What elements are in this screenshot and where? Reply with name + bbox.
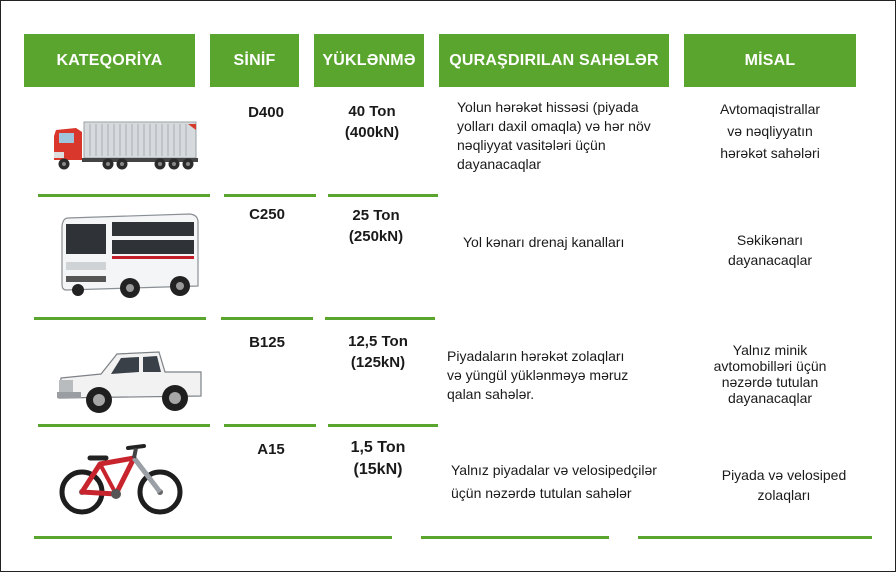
row-divider — [38, 194, 210, 197]
class-c250: C250 — [249, 206, 285, 223]
row-divider — [224, 424, 316, 427]
class-a15: A15 — [257, 441, 285, 458]
text-line: nəzərdə tutulan — [721, 374, 819, 390]
bottom-divider — [421, 536, 609, 539]
text-line: hərəkət sahələri — [720, 145, 820, 161]
text-line: nəqliyyat vasitələri üçün — [457, 137, 606, 153]
text-line: dayanacaqlar — [457, 156, 542, 172]
load-kn: (15kN) — [353, 461, 403, 478]
example-text-row3 — [682, 342, 858, 406]
row-divider — [38, 424, 210, 427]
row-divider — [224, 194, 316, 197]
text-line: Yalnız minik — [732, 342, 808, 358]
truck-image — [50, 118, 200, 174]
row-divider — [328, 194, 438, 197]
header-load: YÜKLƏNMƏ — [314, 34, 424, 87]
load-value: 1,5 Ton — [350, 439, 406, 456]
row-divider — [328, 424, 438, 427]
bottom-divider — [34, 536, 392, 539]
text-line: Piyadaların hərəkət zolaqları — [447, 348, 625, 364]
text-line: dayanacaqlar — [727, 252, 813, 268]
text-line: avtomobilləri üçün — [713, 358, 827, 374]
load-value: 40 Ton — [348, 103, 396, 120]
text-line: Yol kənarı drenaj kanalları — [463, 234, 625, 250]
text-line: Səkikənarı — [736, 232, 804, 248]
row-divider — [325, 317, 435, 320]
text-line: və nəqliyyatın — [727, 123, 813, 139]
row-divider — [221, 317, 313, 320]
bicycle-image — [58, 440, 186, 520]
text-line: Piyada və velosiped — [721, 467, 847, 483]
header-category: KATEQORİYA — [24, 34, 195, 87]
area-text-row2 — [463, 233, 624, 252]
text-line: qalan sahələr. — [447, 386, 535, 402]
load-kn: (400kN) — [344, 124, 400, 141]
text-line: üçün nəzərdə tutulan sahələr — [451, 485, 632, 501]
text-line: zolaqları — [757, 487, 811, 503]
example-text-row4 — [702, 465, 866, 505]
text-line: Yolun hərəkət hissəsi (piyada — [457, 99, 639, 115]
text-line: Avtomaqistrallar — [719, 101, 821, 117]
text-line: və yüngül yüklənməyə məruz — [447, 367, 629, 383]
row-divider — [34, 317, 206, 320]
example-text-row1 — [690, 98, 850, 164]
header-areas: QURAŞDIRILAN SAHƏLƏR — [439, 34, 669, 87]
class-b125: B125 — [249, 334, 285, 351]
load-value: 25 Ton — [352, 207, 400, 224]
bus-image — [58, 210, 202, 302]
load-kn: (250kN) — [348, 228, 404, 245]
area-text-row1 — [457, 98, 651, 174]
text-line: yolları daxil omaqla) və hər növ — [457, 118, 651, 134]
bottom-divider — [638, 536, 872, 539]
text-line: dayanacaqlar — [727, 390, 813, 406]
header-example: MİSAL — [684, 34, 856, 87]
load-25-ton — [321, 205, 431, 247]
area-text-row3 — [447, 347, 628, 404]
load-1-5-ton — [323, 437, 433, 481]
load-12-5-ton — [323, 331, 433, 373]
pickup-image — [55, 346, 205, 416]
example-text-row2 — [690, 230, 850, 270]
class-d400: D400 — [248, 104, 284, 121]
load-40-ton — [317, 101, 427, 143]
load-value: 12,5 Ton — [348, 333, 408, 350]
text-line: Yalnız piyadalar və velosipedçilər — [451, 462, 657, 478]
header-class: SİNİF — [210, 34, 299, 87]
load-kn: (125kN) — [350, 354, 406, 371]
area-text-row4 — [451, 459, 657, 505]
